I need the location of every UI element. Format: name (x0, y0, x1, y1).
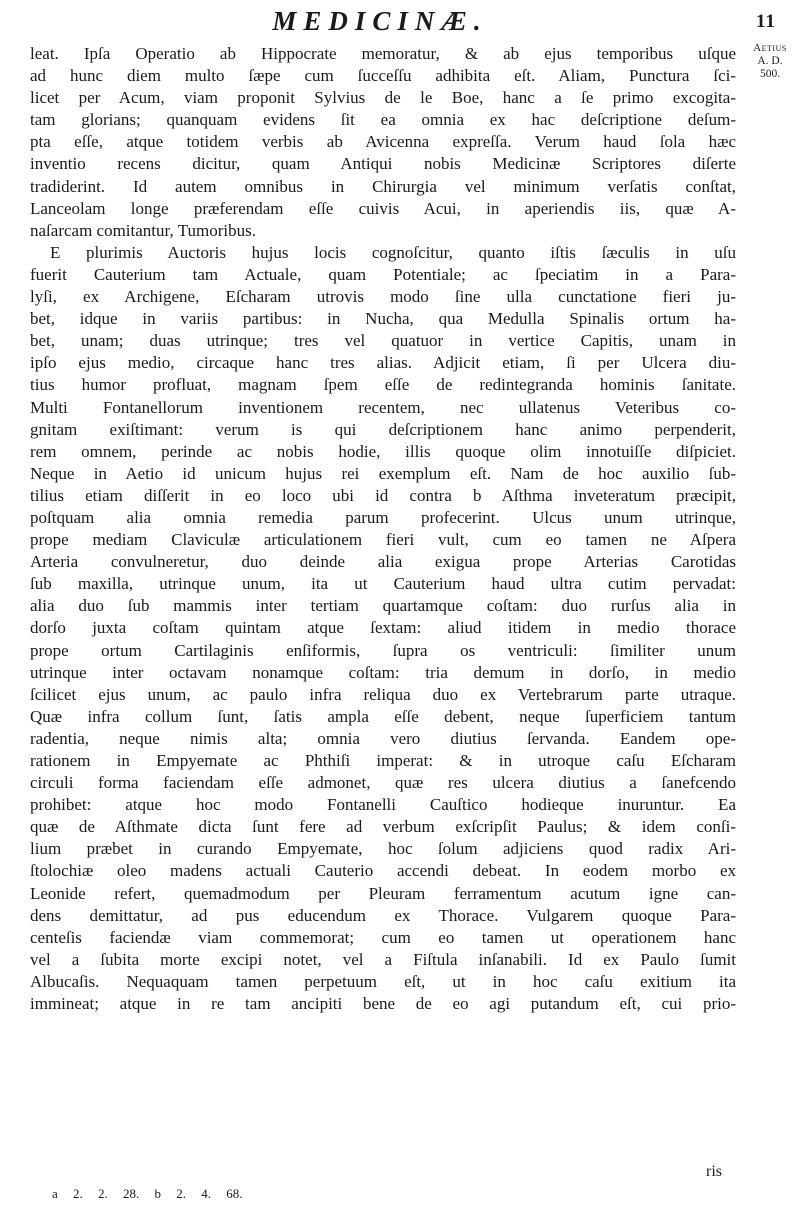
text-line: gnitam exiſtimant: verum is qui deſcriptionem hanc animo perpenderit, (30, 419, 736, 439)
text-line: Lanceolam longe præferendam eſſe cuivis Acui, in aperiendis iis, quæ A- (30, 198, 736, 218)
text-line: circuli forma faciendam eſſe admonet, quæ res ulcera diutius a ſanefcendo (30, 773, 736, 793)
text-line: tilius etiam diſſerit in eo loco ubi id contra b Aſthma inveteratum præcipit, (30, 485, 736, 505)
text-line-paragraph-start: E plurimis Auctoris hujus locis cognoſcitur, quanto iſtis ſæculis in uſu (50, 242, 736, 262)
text-line: immineat; atque in re tam ancipiti bene de eo agi putandum eſt, cui prio- (30, 994, 736, 1014)
text-line: rem omnem, perinde ac nobis hodie, illis quoque olim innotuiſſe diſpiciet. (30, 441, 736, 461)
text-line: prope mediam Claviculæ articulationem fieri vult, cum eo tamen ne Aſpera (30, 530, 736, 550)
body-text (30, 43, 736, 1037)
text-line-paragraph-end: naſarcam comitantur, Tumoribus. (30, 220, 256, 240)
text-line: ipſo ejus medio, circaque hanc tres alias. Adjicit etiam, ſi per Ulcera diu- (30, 353, 736, 373)
text-line: utrinque inter octavam nonamque coſtam: tria demum in dorſo, in medio (30, 662, 736, 682)
text-line: Albucaſis. Nequaquam tamen perpetuum eſt, ut in hoc caſu exitium ita (30, 971, 736, 991)
text-line: tam glorians; quanquam evidens ſit ea omnia ex hac deſcriptione deſum- (30, 110, 736, 130)
text-line: licet per Acum, viam proponit Sylvius de le Boe, hanc a ſe primo excogita- (30, 88, 736, 108)
text-line: poſtquam alia omnia remedia parum profecerint. Ulcus unum utrinque, (30, 507, 736, 527)
text-line: leat. Ipſa Operatio ab Hippocrate memoratur, & ab ejus temporibus uſque (30, 44, 736, 63)
text-line: Multi Fontanellorum inventionem recentem, nec ullatenus Veteribus co- (30, 397, 736, 417)
margin-note-year: 500. (759, 68, 781, 80)
text-line: inventio recens dicitur, quam Antiqui nobis Medicinæ Scriptores diſerte (30, 154, 736, 174)
text-line: bet, idque in variis partibus: in Nucha, qua Medulla Spinalis ortum ha- (30, 309, 736, 329)
text-line: fuerit Cauterium tam Actuale, quam Potentiale; ac ſpeciatim in a Para- (30, 264, 736, 284)
text-line: dorſo juxta coſtam quintam atque ſextam: aliud itidem in medio thorace (30, 618, 736, 638)
text-line: Neque in Aetio id unicum hujus rei exemplum eſt. Nam de hoc auxilio ſub- (30, 463, 736, 483)
text-line: centeſis faciendæ viam commemorat; cum eo tamen ut operationem hanc (30, 927, 736, 947)
text-line: ſtolochiæ oleo madens actuali Cauterio accendi debeat. In eodem morbo ex (30, 861, 736, 881)
text-line: prope ortum Cartilaginis enſiformis, ſupra os ventriculi: ſimiliter unum (30, 640, 736, 660)
text-line: tradiderint. Id autem omnibus in Chirurgia vel minimum verſatis conſtat, (30, 176, 736, 196)
text-line: prohibet: atque hoc modo Fontanelli Cauſtico hodieque inuruntur. Ea (30, 795, 736, 815)
text-line: Leonide refert, quemadmodum per Pleuram ferramentum acutum igne can- (30, 883, 736, 903)
text-line: ad hunc diem multo ſæpe cum ſucceſſu adhibita eſt. Aliam, Punctura ſci- (30, 66, 736, 86)
text-line: radentia, neque nimis alta; omnia vero diutius ſervanda. Eandem ope- (30, 728, 736, 748)
text-line: bet, unam; duas utrinque; tres vel quatuor in vertice Capitis, unam in (30, 331, 736, 351)
text-line: vel a ſubita morte excipi notet, vel a Fiſtula inſanabili. Id ex Paulo ſumit (30, 949, 736, 969)
text-line: ſcilicet ejus unum, ac paulo infra reliqua duo ex Vertebrarum parte utraque. (30, 684, 736, 704)
margin-note-author: Aetius (753, 42, 787, 54)
text-line: Arteria convulneretur, duo deinde alia exigua prope Arterias Carotidas (30, 552, 736, 572)
text-line: tius humor profluat, magnam ſpem eſſe de redintegranda hominis ſanitate. (30, 375, 736, 395)
footnote-references: a 2. 2. 28. b 2. 4. 68. (52, 1186, 243, 1201)
margin-note (742, 42, 798, 81)
text-line: Quæ infra collum ſunt, ſatis ampla eſſe debent, neque ſuperficiem tantum (30, 706, 736, 726)
text-line: ſub maxilla, utrinque unum, ita ut Cauterium haud ultra cutim pervadat: (30, 574, 736, 594)
text-line: lium præbet in curando Empyemate, hoc ſolum adjiciens quod radix Ari- (30, 839, 736, 859)
running-title: MEDICINÆ. (272, 6, 488, 36)
page-number: 11 (756, 11, 776, 32)
text-line: pta eſſe, atque totidem verbis ab Avicenna expreſſa. Verum haud ſola hæc (30, 132, 736, 152)
text-line: lyſi, ex Archigene, Eſcharam utrovis modo ſine ulla cunctatione fieri ju- (30, 287, 736, 307)
text-line (30, 1015, 736, 1037)
text-line: alia duo ſub mammis inter tertiam quartamque coſtam: duo rurſus alia in (30, 596, 736, 616)
margin-note-era: A. D. (757, 55, 783, 67)
running-head (0, 6, 800, 36)
text-line: rationem in Empyemate ac Phthiſi imperat: & in utroque caſu Eſcharam (30, 751, 736, 770)
text-line: dens demittatur, ad pus educendum ex Thorace. Vulgarem quoque Para- (30, 905, 736, 925)
catchword: ris (706, 1163, 722, 1180)
text-line: quæ de Aſthmate dicta ſunt fere ad verbum exſcripſit Paulus; & idem conſi- (30, 817, 736, 837)
